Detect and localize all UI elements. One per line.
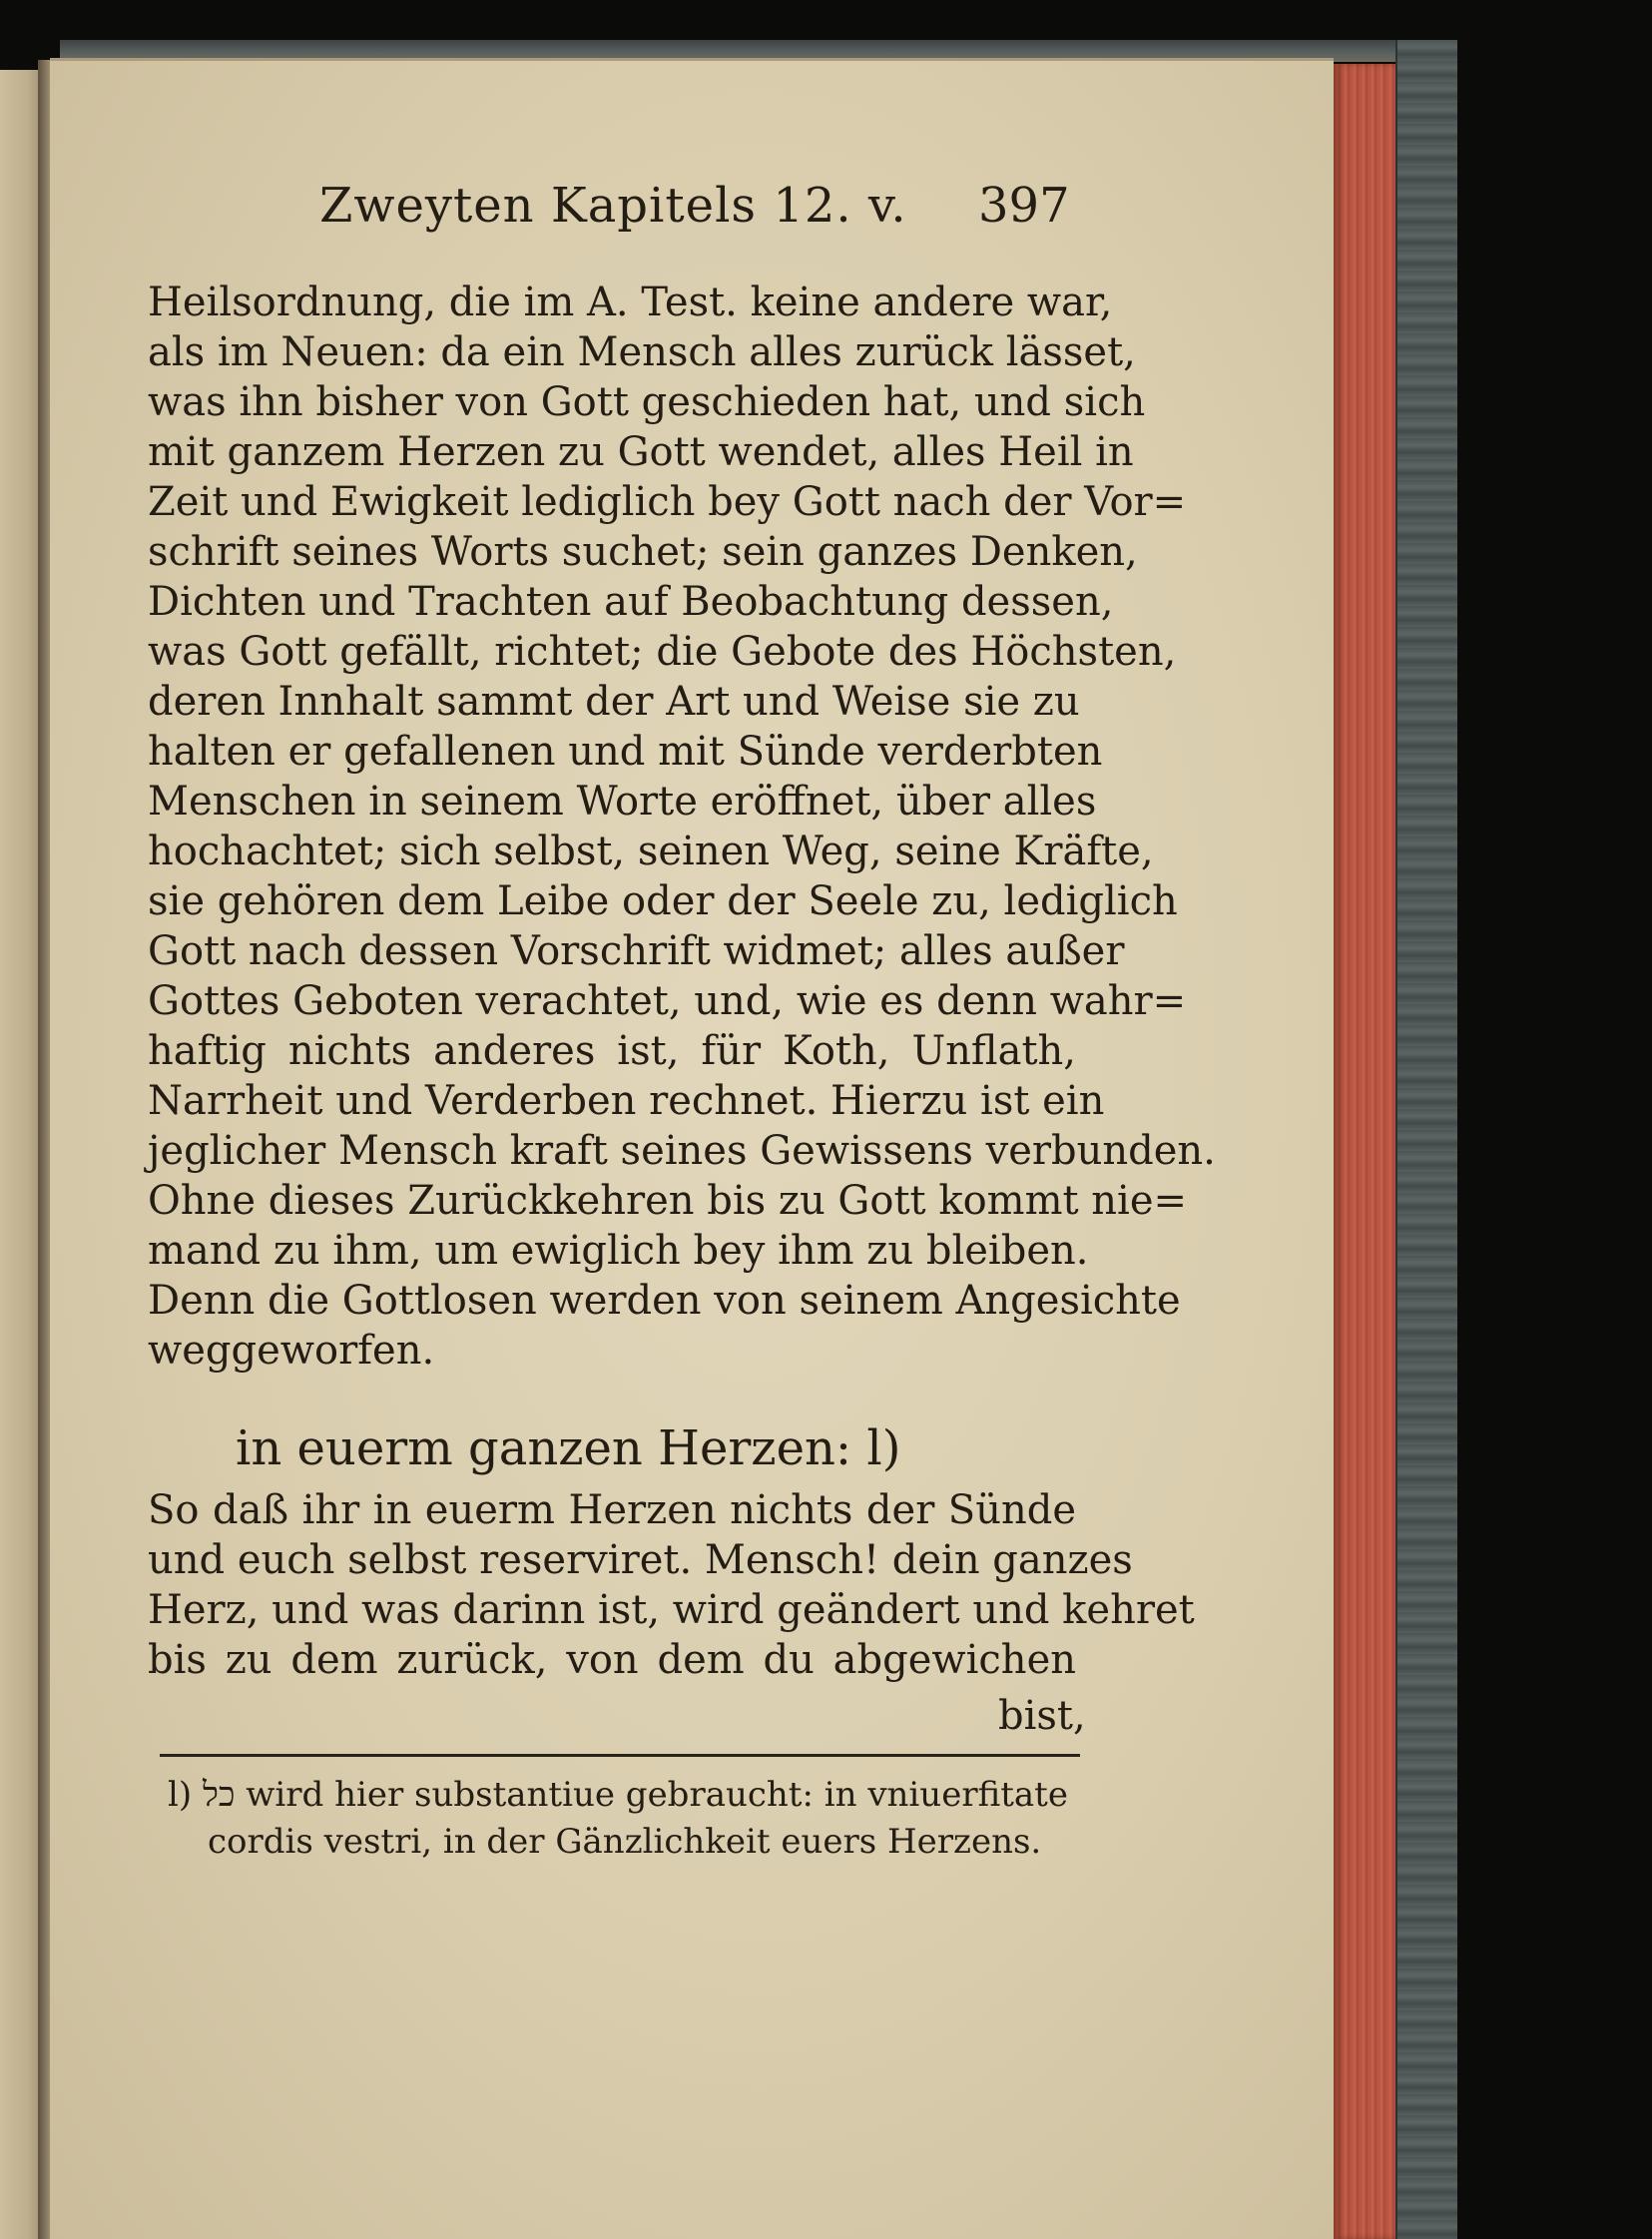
section-subheading: in euerm ganzen Herzen: l) (236, 1420, 901, 1476)
body-line: schrift seines Worts suchet; sein ganzes Denken, (148, 529, 1138, 575)
body-line: Heilsordnung, die im A. Test. keine andere war, (148, 280, 1113, 325)
body-line: bis zu dem zurück, von dem du abgewichen (148, 1637, 1076, 1683)
footnote-line: cordis vestri, in der Gänzlichkeit euers Herzens. (208, 1822, 1042, 1862)
body-line: Gottes Geboten verachtet, und, wie es denn wahr= (148, 978, 1187, 1024)
footnote-rule (160, 1754, 1080, 1757)
body-line: mand zu ihm, um ewiglich bey ihm zu bleiben. (148, 1228, 1089, 1274)
body-line: haftig nichts anderes ist, für Koth, Unflath, (148, 1028, 1076, 1074)
catchword: bist, (998, 1693, 1086, 1739)
book-cover-binding (1395, 40, 1457, 2239)
body-line: Dichten und Trachten auf Beobachtung dessen, (148, 579, 1114, 625)
body-line: So daß ihr in euerm Herzen nichts der Sünde (148, 1487, 1076, 1533)
body-line: deren Innhalt sammt der Art und Weise sie zu (148, 679, 1080, 725)
body-line: was Gott gefällt, richtet; die Gebote des Höchsten, (148, 629, 1177, 675)
body-line: halten er gefallenen und mit Sünde verderbten (148, 729, 1103, 775)
body-line: sie gehören dem Leibe oder der Seele zu, lediglich (148, 878, 1178, 924)
body-line: Denn die Gottlosen werden von seinem Angesichte (148, 1278, 1181, 1324)
body-line: was ihn bisher von Gott geschieden hat, und sich (148, 379, 1146, 425)
body-line: und euch selbst reserviret. Mensch! dein ganzes (148, 1537, 1133, 1583)
body-line: weggeworfen. (148, 1328, 435, 1374)
footnote-line: l) כל wird hier substantiue gebraucht: in vniuerfitate (168, 1775, 1068, 1815)
previous-page-edge (0, 70, 42, 2239)
red-page-edges (1334, 64, 1395, 2239)
body-line: mit ganzem Herzen zu Gott wendet, alles Heil in (148, 429, 1134, 475)
page-number: 397 (978, 178, 1070, 234)
body-line: hochachtet; sich selbst, seinen Weg, seine Kräfte, (148, 829, 1154, 874)
body-line: Zeit und Ewigkeit lediglich bey Gott nach der Vor= (148, 479, 1187, 525)
body-line: Narrheit und Verderben rechnet. Hierzu ist ein (148, 1078, 1105, 1124)
body-line: jeglicher Mensch kraft seines Gewissens verbunden. (148, 1128, 1216, 1174)
body-line: Menschen in seinem Worte eröffnet, über alles (148, 779, 1097, 825)
body-line: Ohne dieses Zurückkehren bis zu Gott kommt nie= (148, 1178, 1188, 1224)
body-line: als im Neuen: da ein Mensch alles zurück lässet, (148, 329, 1136, 375)
running-title: Zweyten Kapitels 12. v. (319, 178, 907, 234)
body-line: Gott nach dessen Vorschrift widmet; alles außer (148, 928, 1125, 974)
body-line: Herz, und was darinn ist, wird geändert und kehret (148, 1587, 1195, 1633)
